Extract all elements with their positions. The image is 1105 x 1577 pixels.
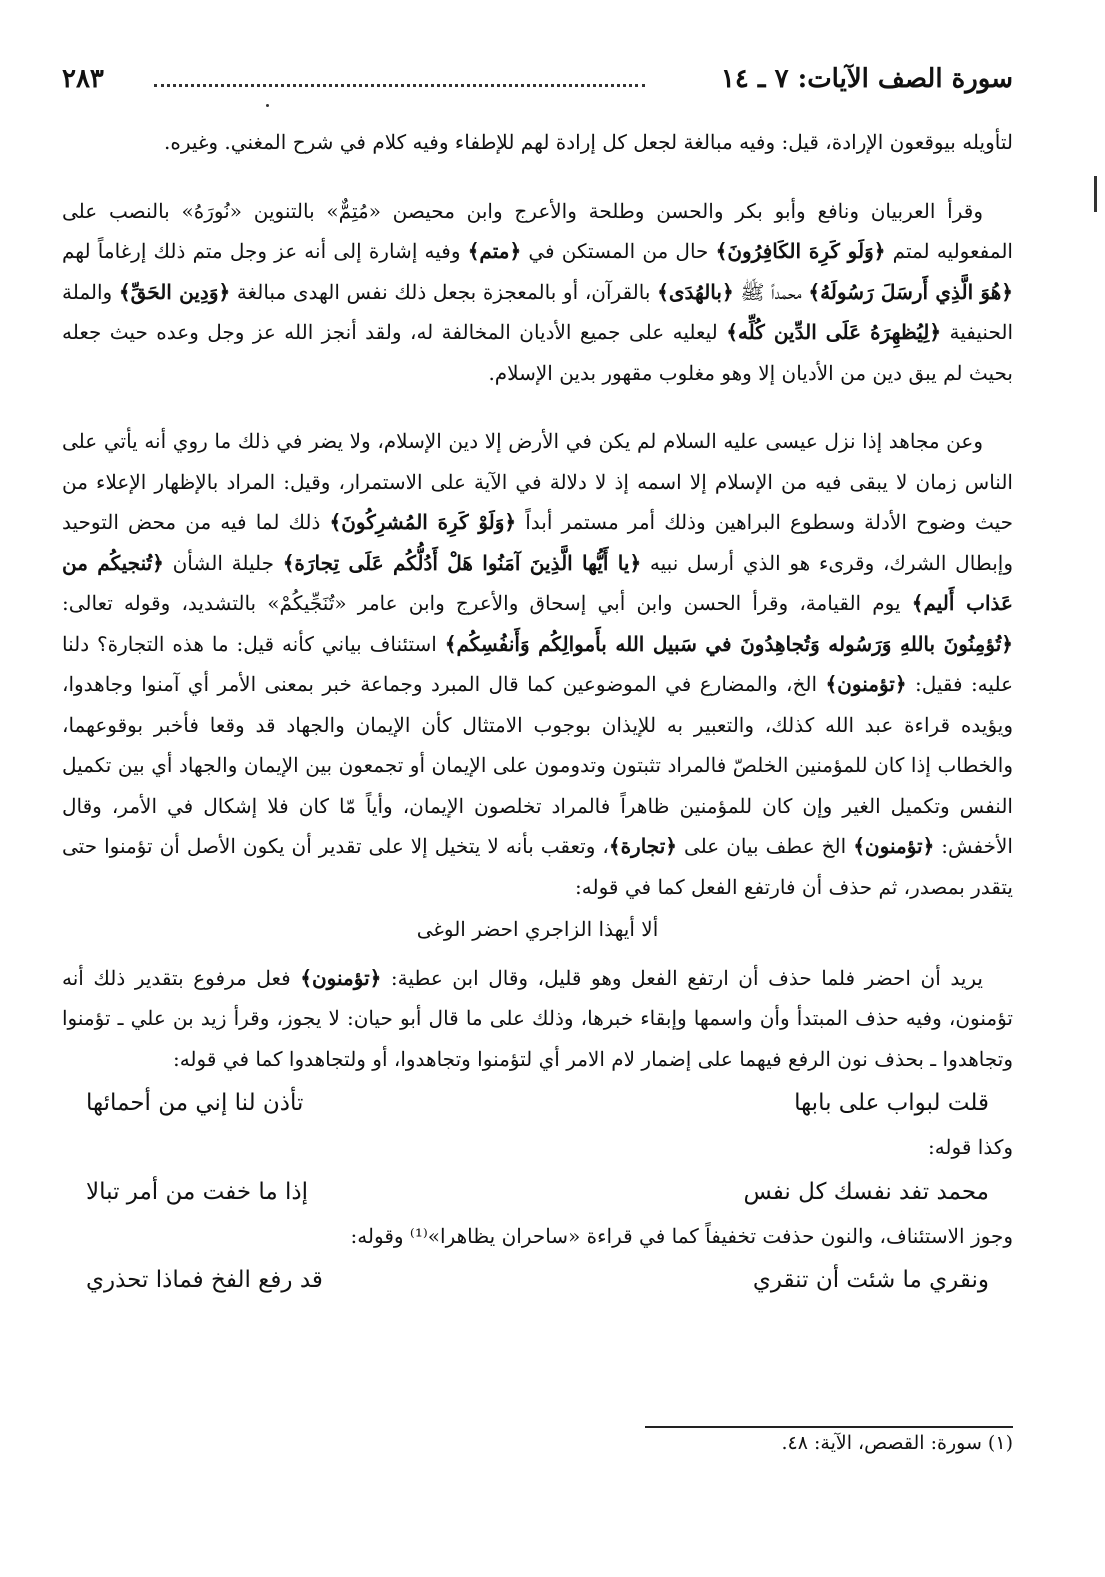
verse-hemistich-left: تأذن لنا إني من أحمائها	[86, 1090, 304, 1116]
text-run: وعن مجاهد إذا نزل عيسى عليه السلام لم يكن في الأرض إلا دين الإسلام، ولا يضر في ذلك ما روي أنه يأتي على الناس زمان لا يبقى فيه من الإسلام إلا اسمه إذ لا دلالة في الآية على الاستمرار، وقيل: المراد بالإظهار الإعلاء من حيث وضوح الأدلة وسطوع البراهين وذلك أمر مستمر أبداً	[62, 429, 1013, 534]
text-line: وكذا قوله:	[927, 1135, 1013, 1159]
verse-line	[86, 1079, 989, 1127]
text-run: وقرأ العربيان ونافع وأبو بكر والحسن وطلحة والأعرج وابن محيصن «مُتِمٌّ» بالتنوين «نُورَهُ» بالنصب على المفعوليه لمتم	[62, 198, 1013, 263]
text-run: استئناف بياني كأنه قيل: ما هذه التجارة؟ دلنا عليه: فقيل:	[62, 631, 1013, 696]
running-header	[62, 58, 1013, 98]
verse-hemistich-left: قد رفع الفخ فماذا تحذري	[86, 1267, 323, 1293]
dotted-leader	[154, 84, 645, 87]
quran-quote: ﴿هُوَ الَّذِي أَرسَلَ رَسُولَهُ﴾	[808, 279, 1013, 304]
quran-quote: ﴿وَدِين الحَقِّ﴾	[118, 279, 231, 304]
header-title: سورة الصف الآيات: ٧ ـ ١٤	[720, 64, 1013, 94]
quran-quote: ﴿تُؤمِنُونَ باللهِ وَرَسُوله وَتُجاهِدُونَ في سَبيل الله بأَموالِكُم وَأَنفُسِكُم﴾	[444, 631, 1013, 656]
quran-quote: ﴿تُنجيكُم من عَذاب أَليم﴾	[62, 550, 1013, 615]
paragraph	[62, 122, 1013, 163]
verse-hemistich-right: محمد تفد نفسك كل نفس	[743, 1178, 989, 1205]
margin-mark	[1094, 176, 1097, 212]
text-run: يوم القيامة، وقرأ الحسن وابن أبي إسحاق والأعرج وابن عامر «تُنَجِّيكُمْ» بالتشديد، وقوله تعالى:	[62, 591, 912, 615]
verse-line	[86, 1256, 989, 1304]
verse-line	[86, 1168, 989, 1216]
quran-quote: ﴿تؤمنون﴾	[300, 965, 382, 990]
text-run: ذلك لما فيه من محض التوحيد وإبطال الشرك، وقرىء هو الذي أرسل نبيه	[62, 510, 1013, 575]
quran-quote: ﴿تؤمنون﴾	[853, 834, 935, 858]
paragraph	[62, 958, 1013, 1080]
paragraph	[62, 421, 1013, 907]
verse-hemistich-right: قلت لبواب على بابها	[794, 1090, 989, 1116]
text-run: الخ، والمضارع في الموضوعين كما قال المبرد وجماعة خبر بمعنى الأمر أي آمنوا وجاهدوا، ويؤيده قراءة عبد الله كذلك، والتعبير به للإيذان بوجوب الامتثال كأن الإيمان والجهاد قد وقعا فأخبر بوقوعهما، والخطاب إذا كان للمؤمنين الخلصّ فالمراد تثبتون وتدومون على الإيمان أو تجمعون بين الإيمان والجهاد أي بين تكميل النفس وتكميل الغير وإن كان للمؤمنين ظاهراً فالمراد تخلصون الإيمان، وأياً مّا كان فلا إشكال في الأمر، وقال الأخفش:	[62, 672, 1013, 858]
verse-hemistich-right: ونقري ما شئت أن تنقري	[752, 1267, 989, 1293]
verse-hemistich-left: إذا ما خفت من أمر تبالا	[86, 1178, 309, 1205]
text-run: وفيه إشارة إلى أنه عز وجل متم ذلك إرغاماً لهم	[62, 239, 468, 263]
footnote: (١) سورة: القصص، الآية: ٤٨.	[781, 1432, 1013, 1454]
verse-center: ألا أيهذا الزاجري احضر الوغى	[416, 917, 659, 941]
paragraph	[62, 191, 1013, 394]
text-run: فعل مرفوع بتقدير ذلك أنه تؤمنون، وفيه حذف المبتدأ وأن واسمها وإبقاء خبرها، وذلك على ما قال أبو حيان: لا يجوز، وقرأ زيد بن علي ـ تؤمنوا وتجاهدوا ـ بحذف نون الرفع فيهما على إضمار لام الامر أي لتؤمنوا وتجاهدوا، أو ولتجاهدوا كما في قوله:	[62, 965, 1013, 1071]
quran-quote: ﴿وَلَو كَرِهَ الكَافِرُونَ﴾	[715, 239, 886, 263]
text-run: لتأويله بيوقعون الإرادة، قيل: وفيه مبالغة لجعل كل إرادة لهم للإطفاء وفيه كلام في شرح المغني. وغيره.	[164, 130, 1013, 154]
quran-quote: ﴿تجارة﴾	[608, 834, 678, 858]
text-run: حال من المستكن في	[521, 239, 716, 263]
text-run: ، وتعقب بأنه لا يتخيل إلا على تقدير أن يكون الأصل أن تؤمنوا حتى يتقدر بمصدر، ثم حذف أن فارتفع الفعل كما في قوله:	[62, 834, 1013, 899]
text-line: وجوز الاستئناف، والنون حذفت تخفيفاً كما في قراءة «ساحران يظاهرا»⁽¹⁾ وقوله:	[350, 1223, 1013, 1248]
quran-quote: ﴿وَلَوْ كَرِهَ المُشرِكُونَ﴾	[329, 510, 517, 534]
text-run: الخ عطف بيان على	[677, 834, 854, 858]
text-run: محمداً ﷺ	[733, 279, 809, 304]
text-run: بالقرآن، أو بالمعجزة بجعل ذلك نفس الهدى مبالغة	[230, 279, 658, 304]
text-run: ليعليه على جميع الأديان المخالفة له، ولقد أنجز الله عز وجل وعده حيث جعله بحيث لم يبق دين من الأديان إلا وهو مغلوب مقهور بدين الإسلام.	[62, 320, 1013, 385]
quran-quote: ﴿بالهُدَى﴾	[657, 279, 734, 304]
text-run: جليلة الشأن	[163, 550, 283, 575]
quran-quote: ﴿يا أَيُّها الَّذِينَ آمَنُوا هَلْ أَدُلُّكُم عَلَى تِجارَة﴾	[282, 550, 642, 575]
text-run: والملة الحنيفية	[62, 279, 1014, 344]
main-text	[62, 122, 1013, 1304]
quran-quote: ﴿متم﴾	[467, 239, 522, 263]
stray-dot	[266, 104, 269, 107]
quran-quote: ﴿لِيُظهِرَهُ عَلَى الدِّين كُلِّه﴾	[726, 320, 942, 344]
quran-quote: ﴿تؤمنون﴾	[825, 672, 907, 696]
text-run: يريد أن احضر فلما حذف أن ارتفع الفعل وهو قليل، وقال ابن عطية:	[381, 965, 983, 990]
page-number: ٢٨٣	[62, 64, 104, 94]
footnote-rule	[645, 1426, 1013, 1428]
